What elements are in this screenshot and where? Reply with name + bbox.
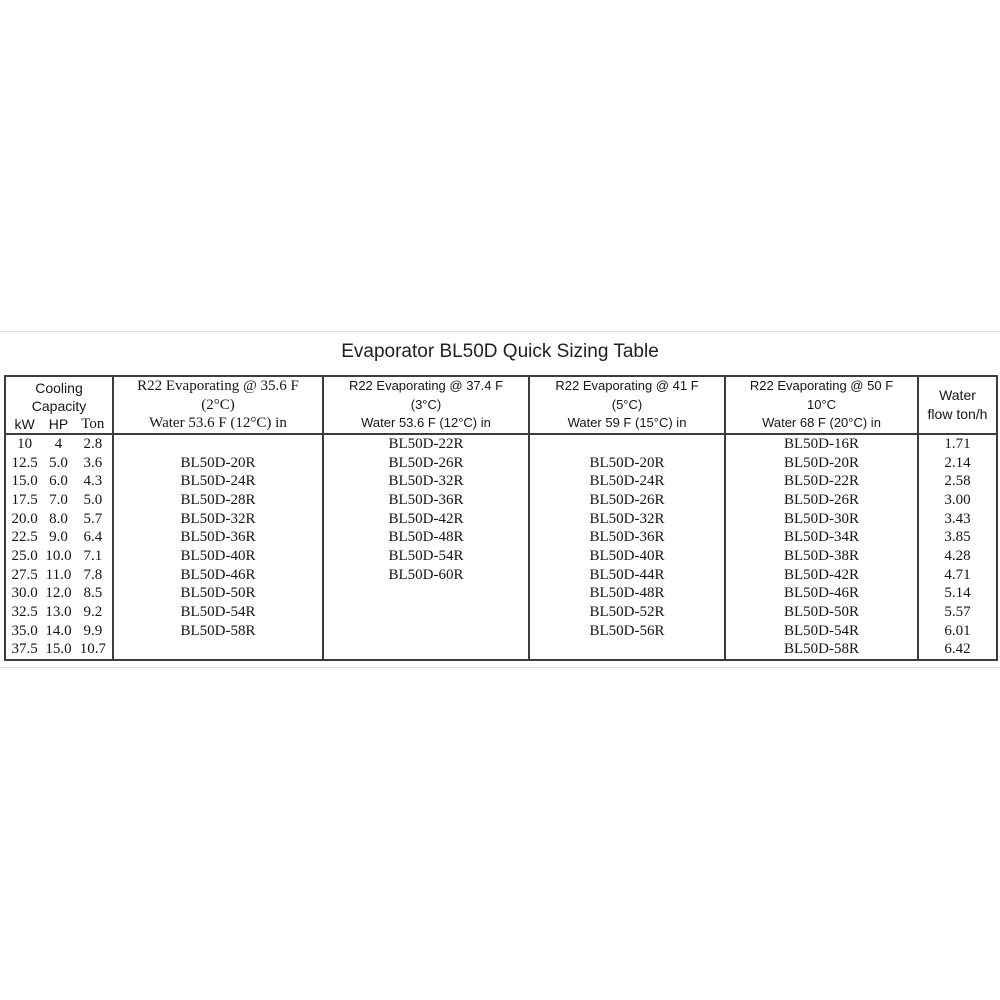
model-cell — [324, 584, 530, 603]
flow-cell: 2.58 — [944, 473, 971, 490]
capacity-header-line2: Capacity — [31, 398, 87, 414]
model-cell: BL50D-54R — [114, 603, 324, 622]
model-cell: BL50D-50R — [726, 603, 919, 622]
condition-header-4 — [726, 377, 919, 433]
model-cell — [530, 435, 726, 454]
condition-header-2-line2: (3°C) — [410, 396, 442, 412]
capacity-value: 22.5 — [11, 529, 38, 546]
table-header — [6, 377, 996, 435]
capacity-value: 12.5 — [11, 454, 38, 471]
condition-header-4-line1: R22 Evaporating @ 50 F — [749, 378, 894, 394]
model-cell: BL50D-42R — [726, 566, 919, 585]
capacity-value: 30.0 — [11, 585, 38, 602]
model-cell: BL50D-46R — [114, 566, 324, 585]
condition-header-1-line1: R22 Evaporating @ 35.6 F — [137, 378, 299, 395]
model-cell: BL50D-36R — [114, 528, 324, 547]
model-cell: BL50D-42R — [324, 510, 530, 529]
capacity-cell — [6, 640, 114, 659]
capacity-value: 7.8 — [83, 566, 103, 583]
flow-cell: 6.01 — [944, 622, 971, 639]
model-cell: BL50D-40R — [530, 547, 726, 566]
unit-hp-label: HP — [48, 416, 69, 432]
capacity-value: 9.0 — [49, 529, 68, 546]
capacity-value: 35.0 — [11, 622, 38, 639]
condition-header-4-line2: 10°C — [806, 396, 837, 412]
flow-cell: 2.14 — [944, 454, 971, 471]
capacity-value: 9.9 — [83, 622, 103, 639]
capacity-value: 20.0 — [11, 510, 38, 527]
model-cell — [324, 622, 530, 641]
capacity-value: 4 — [54, 435, 63, 452]
model-cell: BL50D-24R — [114, 472, 324, 491]
model-cell: BL50D-56R — [530, 622, 726, 641]
table-row — [6, 640, 996, 659]
capacity-cell — [6, 603, 114, 622]
capacity-header — [6, 377, 114, 433]
model-cell: BL50D-32R — [324, 472, 530, 491]
capacity-value: 32.5 — [11, 603, 38, 620]
capacity-value: 10.7 — [79, 641, 106, 658]
model-cell: BL50D-20R — [114, 454, 324, 473]
table-row — [6, 603, 996, 622]
capacity-value: 12.0 — [45, 585, 72, 602]
capacity-value: 5.0 — [49, 454, 68, 471]
capacity-value: 2.8 — [83, 435, 103, 452]
flow-cell: 5.14 — [944, 585, 971, 602]
model-cell: BL50D-20R — [530, 454, 726, 473]
flow-cell: 3.43 — [944, 510, 971, 527]
condition-header-2-line1: R22 Evaporating @ 37.4 F — [348, 378, 504, 394]
model-cell: BL50D-20R — [726, 454, 919, 473]
capacity-value: 17.5 — [11, 491, 38, 508]
table-row — [6, 491, 996, 510]
sizing-table — [4, 375, 998, 661]
model-cell: BL50D-36R — [530, 528, 726, 547]
capacity-value: 6.4 — [83, 529, 103, 546]
capacity-cell — [6, 472, 114, 491]
model-cell: BL50D-34R — [726, 528, 919, 547]
model-cell: BL50D-26R — [530, 491, 726, 510]
model-cell: BL50D-54R — [726, 622, 919, 641]
capacity-value: 13.0 — [45, 603, 72, 620]
flow-cell: 6.42 — [944, 641, 971, 658]
capacity-value: 10.0 — [45, 547, 72, 564]
page-title: Evaporator BL50D Quick Sizing Table — [341, 341, 659, 362]
table-row — [6, 584, 996, 603]
condition-header-2 — [324, 377, 530, 433]
condition-header-3 — [530, 377, 726, 433]
condition-header-3-line1: R22 Evaporating @ 41 F — [555, 378, 699, 394]
flow-cell: 3.85 — [944, 529, 971, 546]
condition-header-1-line2: (2°C) — [201, 396, 235, 413]
model-cell: BL50D-58R — [726, 640, 919, 659]
model-cell: BL50D-54R — [324, 547, 530, 566]
model-cell: BL50D-38R — [726, 547, 919, 566]
capacity-value: 15.0 — [45, 641, 72, 658]
table-row — [6, 472, 996, 491]
condition-header-1-line3: Water 53.6 F (12°C) in — [149, 415, 287, 432]
capacity-cell — [6, 622, 114, 641]
capacity-cell — [6, 454, 114, 473]
capacity-units-row — [6, 415, 112, 433]
capacity-value: 4.3 — [83, 473, 103, 490]
table-row — [6, 528, 996, 547]
model-cell: BL50D-36R — [324, 491, 530, 510]
model-cell: BL50D-22R — [324, 435, 530, 454]
model-cell: BL50D-50R — [114, 584, 324, 603]
unit-kw-label: kW — [14, 416, 35, 432]
condition-header-2-line3: Water 53.6 F (12°C) in — [361, 415, 491, 431]
capacity-value: 10 — [17, 435, 33, 452]
capacity-value: 8.0 — [49, 510, 68, 527]
bottom-divider-line — [0, 667, 1000, 668]
capacity-value: 11.0 — [45, 566, 72, 583]
model-cell: BL50D-60R — [324, 566, 530, 585]
table-row — [6, 566, 996, 585]
model-cell: BL50D-48R — [324, 528, 530, 547]
model-cell: BL50D-46R — [726, 584, 919, 603]
capacity-value: 5.0 — [83, 491, 103, 508]
model-cell: BL50D-58R — [114, 622, 324, 641]
capacity-value: 6.0 — [49, 473, 68, 490]
table-row — [6, 547, 996, 566]
top-divider-line — [0, 331, 1000, 332]
capacity-value: 27.5 — [11, 566, 38, 583]
water-flow-header-line2: flow ton/h — [927, 406, 988, 422]
model-cell: BL50D-16R — [726, 435, 919, 454]
model-cell: BL50D-52R — [530, 603, 726, 622]
capacity-cell — [6, 435, 114, 454]
flow-cell: 1.71 — [944, 435, 971, 452]
model-cell — [324, 603, 530, 622]
capacity-value: 5.7 — [83, 510, 103, 527]
flow-cell: 3.00 — [944, 491, 971, 508]
capacity-value: 8.5 — [83, 585, 103, 602]
model-cell: BL50D-32R — [530, 510, 726, 529]
capacity-value: 9.2 — [83, 603, 103, 620]
flow-cell: 4.71 — [944, 566, 971, 583]
condition-header-4-line3: Water 68 F (20°C) in — [762, 415, 881, 431]
capacity-cell — [6, 547, 114, 566]
model-cell: BL50D-26R — [324, 454, 530, 473]
model-cell — [114, 640, 324, 659]
water-flow-header-line1: Water — [939, 387, 976, 403]
capacity-value: 7.0 — [49, 491, 68, 508]
model-cell: BL50D-30R — [726, 510, 919, 529]
model-cell — [530, 640, 726, 659]
model-cell: BL50D-28R — [114, 491, 324, 510]
table-row — [6, 454, 996, 473]
table-body — [6, 435, 996, 659]
capacity-cell — [6, 584, 114, 603]
model-cell: BL50D-24R — [530, 472, 726, 491]
water-flow-header — [919, 377, 996, 433]
condition-header-3-line2: (5°C) — [611, 396, 643, 412]
capacity-cell — [6, 566, 114, 585]
model-cell: BL50D-48R — [530, 584, 726, 603]
table-row — [6, 435, 996, 454]
capacity-value: 14.0 — [45, 622, 72, 639]
capacity-value: 37.5 — [11, 641, 38, 658]
capacity-value: 25.0 — [11, 547, 38, 564]
capacity-cell — [6, 510, 114, 529]
model-cell: BL50D-44R — [530, 566, 726, 585]
model-cell — [114, 435, 324, 454]
model-cell: BL50D-32R — [114, 510, 324, 529]
capacity-cell — [6, 491, 114, 510]
table-row — [6, 622, 996, 641]
flow-cell: 5.57 — [944, 603, 971, 620]
capacity-cell — [6, 528, 114, 547]
model-cell: BL50D-40R — [114, 547, 324, 566]
capacity-value: 7.1 — [83, 547, 103, 564]
condition-header-3-line3: Water 59 F (15°C) in — [567, 415, 687, 431]
model-cell — [324, 640, 530, 659]
capacity-header-line1: Cooling — [35, 380, 83, 396]
model-cell: BL50D-26R — [726, 491, 919, 510]
table-row — [6, 510, 996, 529]
flow-cell: 4.28 — [944, 547, 971, 564]
model-cell: BL50D-22R — [726, 472, 919, 491]
condition-header-1 — [114, 377, 324, 433]
capacity-value: 3.6 — [83, 454, 103, 471]
unit-ton-label: Ton — [81, 416, 105, 432]
capacity-value: 15.0 — [11, 473, 38, 490]
